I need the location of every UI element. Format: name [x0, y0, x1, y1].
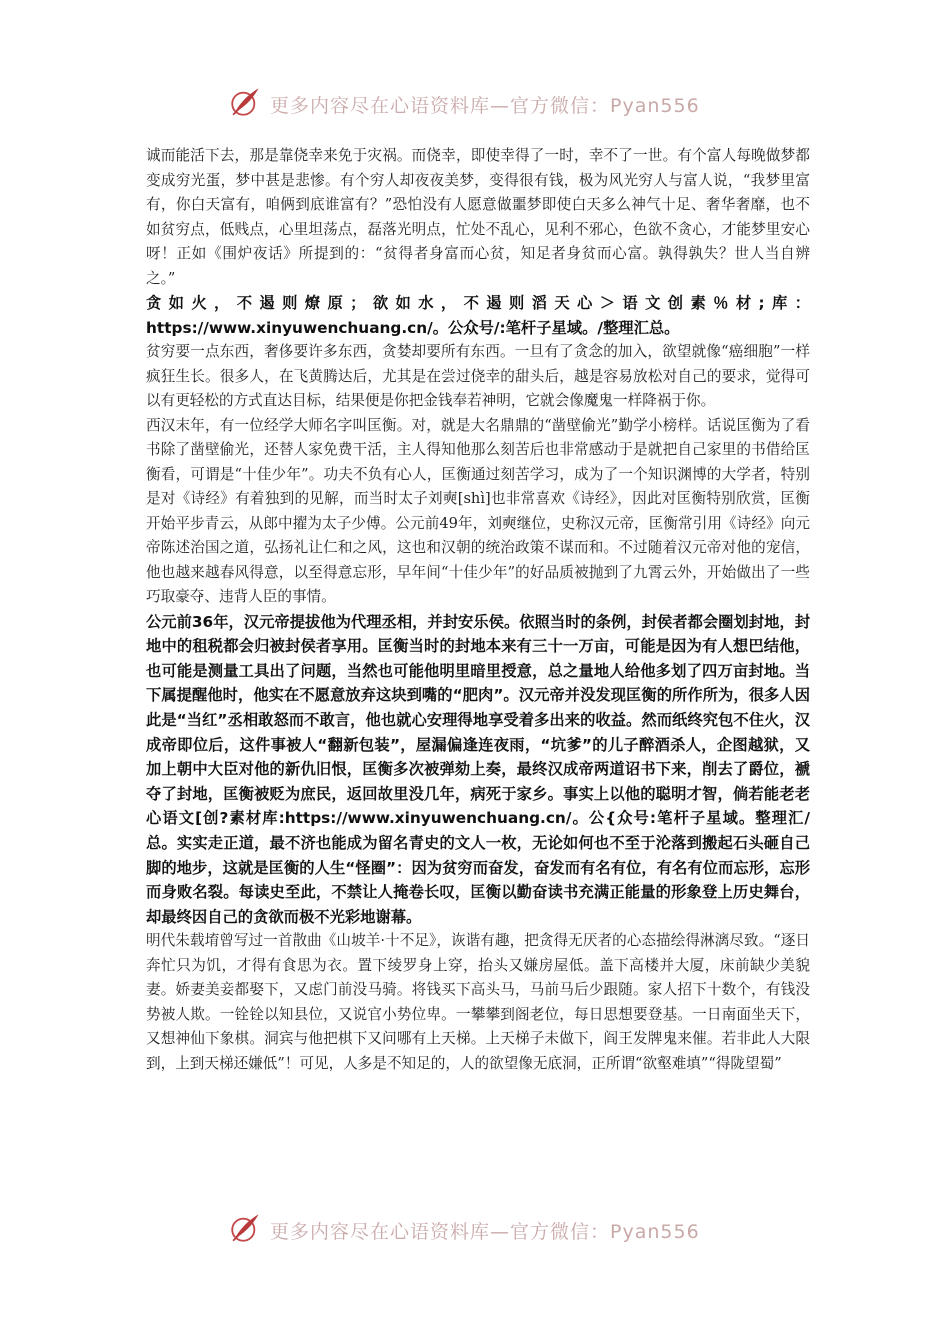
footer-banner — [228, 1210, 700, 1250]
paragraph-kuang-heng-early: 西汉末年，有一位经学大师名字叫匡衡。对，就是大名鼎鼎的“凿壁偷光”勤学小榜样。话说匡衡为了看书除了凿壁偷光，还替人家免费干活，主人得知他那么刻苦后也非常感动于是就把自己家里的书借给匡衡看，可谓是“十佳少年”。功夫不负有心人，匡衡通过刻苦学习，成为了一个知识渊博的大学者，特别是对《诗经》有着独到的见解，而当时太子刘奭[shì]也非常喜欢《诗经》，因此对匡衡特别欣赏，匡衡开始平步青云，从郎中擢为太子少傅。公元前49年，刘奭继位，史称汉元帝，匡衡常引用《诗经》向元帝陈述治国之道，弘扬礼让仁和之风，这也和汉朝的统治政策不谋而和。不过随着汉元帝对他的宠信，他也越来越春风得意，以至得意忘形，早年间“十佳少年”的好品质被抛到了九霄云外，开始做出了一些巧取豪夺、违背人臣的事情。 — [146, 416, 810, 606]
header-banner-text: 更多内容尽在心语资料库—官方微信：Pyan556 — [270, 94, 700, 117]
footer-banner-text: 更多内容尽在心语资料库—官方微信：Pyan556 — [270, 1220, 700, 1243]
paragraph-greed-heading: 贪如火，不遏则燎原；欲如水，不遏则滔天心＞语文创素％材;库：https://www.xinyuwenchuang.cn/。公众号/:笔杆子星域。/整理汇总。 — [146, 294, 810, 337]
paragraph-shi-bu-zu: 明代朱载堉曾写过一首散曲《山坡羊·十不足》，诙谐有趣，把贪得无厌者的心态描绘得淋漓尽致。“逐日奔忙只为饥，才得有食思为衣。置下绫罗身上穿，抬头又嫌房屋低。盖下高楼并大厦，床前缺少美貌妻。娇妻美妾都娶下，又虑门前没马骑。将钱买下高头马，马前马后少跟随。家人招下十数个，有钱没势被人欺。一铨铨以知县位，又说官小势位卑。一攀攀到阁老位，每日思想要登基。一日南面坐天下，又想神仙下象棋。洞宾与他把棋下又问哪有上天梯。上天梯子未做下，阎王发牌鬼来催。若非此人大限到，上到天梯还嫌低”！可见，人多是不知足的，人的欲望像无底洞，正所谓“欲壑难填”“得陇望蜀” — [146, 932, 810, 1072]
header-banner — [228, 84, 700, 124]
paragraph-wealth-dream: 诚而能活下去，那是靠侥幸来免于灾祸。而侥幸，即使幸得了一时，幸不了一世。有个富人每晚做梦都变成穷光蛋，梦中甚是悲惨。有个穷人却夜夜美梦，变得很有钱，极为风光穷人与富人说，“我梦里富有，你白天富有，咱俩到底谁富有？”恐怕没有人愿意做噩梦即使白天多么神气十足、奢华奢靡，也不如贫穷点，低贱点，心里坦荡点，磊落光明点，忙处不乱心，见利不邪心，色欲不贪心，才能梦里安心呀！正如《围炉夜话》所提到的：“贫得者身富而心贫，知足者身贫而心富。孰得孰失？世人当自辨之。” — [146, 147, 810, 287]
quill-pen-icon — [228, 1211, 270, 1249]
paragraph-greed-cancer: 贫穷要一点东西，奢侈要许多东西，贪婪却要所有东西。一旦有了贪念的加入，欲望就像“癌细胞”一样疯狂生长。很多人，在飞黄腾达后，尤其是在尝过侥幸的甜头后，越是容易放松对自己的要求，觉得可以有更轻松的方式直达目标，结果便是你把金钱奉若神明，它就会像魔鬼一样降祸于你。 — [146, 343, 810, 410]
document-body — [146, 144, 810, 1076]
quill-pen-icon — [228, 85, 270, 123]
paragraph-kuang-heng-downfall: 公元前36年，汉元帝提拔他为代理丞相，并封安乐侯。依照当时的条例，封侯者都会圈划封地，封地中的租税都会归被封侯者享用。匡衡当时的封地本来有三十一万亩，可能是因为有人想巴结他，也可能是测量工具出了问题，当然也可能他明里暗里授意，总之量地人给他多划了四万亩封地。当下属提醒他时，他实在不愿意放弃这块到嘴的“肥肉”。汉元帝并没发现匡衡的所作所为，很多人因此是“当红”丞相敢怒而不敢言，他也就心安理得地享受着多出来的收益。然而纸终究包不住火，汉成帝即位后，这件事被人“翻新包装”，屋漏偏逢连夜雨，“坑爹”的儿子醉酒杀人，企图越狱，又加上朝中大臣对他的新仇旧恨，匡衡多次被弹劾上奏，最终汉成帝两道诏书下来，削去了爵位，褫夺了封地，匡衡被贬为庶民，返回故里没几年，病死于家乡。事实上以他的聪明才智，倘若能老老心语文[创?素材库:https://www.xinyuwenchuang.cn/。公{众号:笔杆子星域。整理汇/总。实实走正道，最不济也能成为留名青史的文人一枚，无论如何也不至于沦落到搬起石头砸自己脚的地步，这就是匡衡的人生“怪圈”：因为贫穷而奋发，奋发而有名有位，有名有位而忘形，忘形而身败名裂。每读史至此，不禁让人掩卷长叹，匡衡以勤奋读书充满正能量的形象登上历史舞台，却最终因自己的贪欲而极不光彩地谢幕。 — [146, 612, 810, 926]
